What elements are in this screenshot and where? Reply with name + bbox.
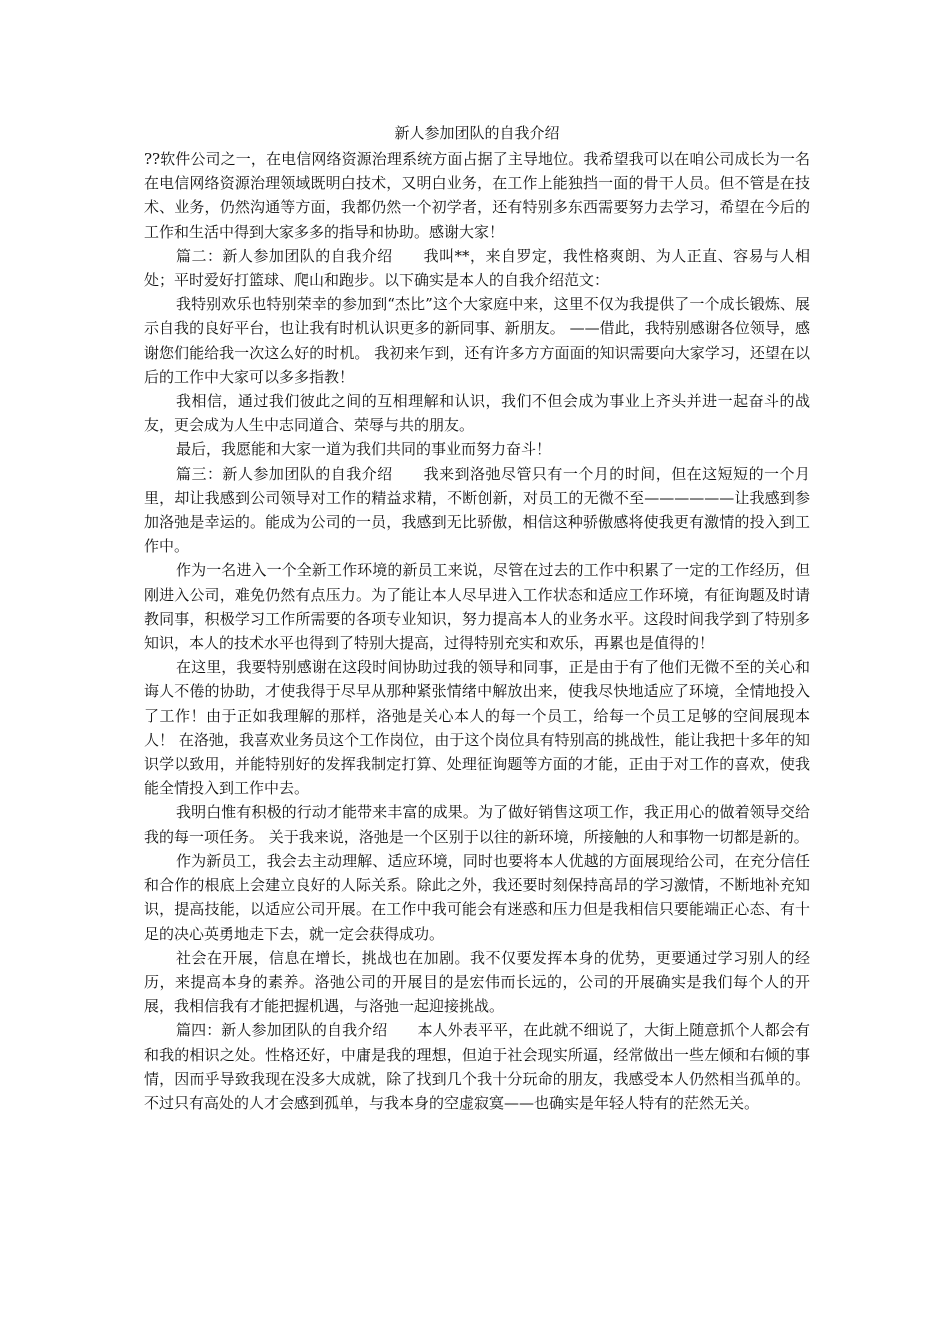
paragraph-adapt: 作为新员工，我会去主动理解、适应环境，同时也要将本人优越的方面展现给公司，在充分信任和合作的根底上会建立良好的人际关系。除此之外，我还要时刻保持高昂的学习激情，不断地补充知识，提高技能，以适应公司开展。在工作中我可能会有迷惑和压力但是我相信只要能端正心态、有十足的决心英勇地走下去，就一定会获得成功。 [144,851,810,943]
paragraph-joining: 我特别欢乐也特别荣幸的参加到“杰比”这个大家庭中来，这里不仅为我提供了一个成长锻炼、展示自我的良好平台，也让我有时机认识更多的新同事、新朋友。 ——借此，我特别感谢各位领导，感谢您们能给我一次这么好的时机。 我初来乍到，还有许多方方面面的知识需要向大家学习，还望在以后的工作中大家可以多多指教！ [144,295,810,386]
paragraph-thanks: 在这里，我要特别感谢在这段时间协助过我的领导和同事，正是由于有了他们无微不至的关心和诲人不倦的协助，才使我得于尽早从那种紧张情绪中解放出来，使我尽快地适应了环境，全情地投入了工作！由于正如我理解的那样，洛弛是关心本人的每一个员工，给每一个员工足够的空间展现本人！ 在洛弛，我喜欢业务员这个工作岗位，由于这个岗位具有特别高的挑战性，能让我把十多年的知识学以致用，并能特别好的发挥我制定打算、处理征询题等方面的才能，正由于对工作的喜欢，使我能全情投入到工作中去。 [144,658,810,798]
paragraph-action: 我明白惟有积极的行动才能带来丰富的成果。为了做好销售这项工作，我正用心的做着领导交给我的每一项任务。 关于我来说，洛弛是一个区别于以往的新环境，所接触的人和事物一切都是新的。 [144,803,810,846]
paragraph-part-two: 篇二：新人参加团队的自我介绍 我叫**，来自罗定，我性格爽朗、为人正直、容易与人相处；平时爱好打篮球、爬山和跑步。以下确实是本人的自我介绍范文： [144,246,810,290]
paragraph-new-employee: 作为一名进入一个全新工作环境的新员工来说，尽管在过去的工作中积累了一定的工作经历，但刚进入公司，难免仍然有点压力。为了能让本人尽早进入工作状态和适应工作环境，有征询题及时请教同事，积极学习工作所需要的各项专业知识，努力提高本人的业务水平。这段时间我学到了特别多知识，本人的技术水平也得到了特别大提高，过得特别充实和欢乐，再累也是值得的！ [144,561,810,653]
document-title: 新人参加团队的自我介绍 [394,124,560,142]
paragraph-part-three: 篇三：新人参加团队的自我介绍 我来到洛弛尽管只有一个月的时间，但在这短短的一个月里，却让我感到公司领导对工作的精益求精，不断创新，对员工的无微不至——————让我感到参加洛弛是幸运的。能成为公司的一员，我感到无比骄傲，相信这种骄傲感将使我更有激情的投入到工作中。 [144,464,810,556]
paragraph-closing: 最后，我愿能和大家一道为我们共同的事业而努力奋斗！ [176,440,552,459]
paragraph-intro: ??软件公司之一，在电信网络资源治理系统方面占据了主导地位。我希望我可以在咱公司成长为一名在电信网络资源治理领域既明白技术，又明白业务，在工作上能独挡一面的骨干人员。但不管是在技术、业务，仍然沟通等方面，我都仍然一个初学者，还有特别多东西需要努力去学习，希望在今后的工作和生活中得到大家多多的指导和协助。感谢大家！ [144,150,810,241]
document-page [144,121,810,1115]
paragraph-belief: 我相信，通过我们彼此之间的互相理解和认识，我们不但会成为事业上齐头并进一起奋斗的战友，更会成为人生中志同道合、荣辱与共的朋友。 [144,392,810,435]
paragraph-society: 社会在开展，信息在增长，挑战也在加剧。我不仅要发挥本身的优势，更要通过学习别人的经历，来提高本身的素养。洛弛公司的开展目的是宏伟而长远的，公司的开展确实是我们每个人的开展，我相信我有才能把握机遇，与洛弛一起迎接挑战。 [144,948,810,1016]
paragraph-part-four: 篇四：新人参加团队的自我介绍 本人外表平平，在此就不细说了，大街上随意抓个人都会有和我的相识之处。性格还好，中庸是我的理想，但迫于社会现实所逼，经常做出一些左倾和右倾的事情，因而乎导致我现在没多大成就，除了找到几个我十分玩命的朋友，我感受本人仍然相当孤单的。不过只有高处的人才会感到孤单，与我本身的空虚寂寞——也确实是年轻人特有的茫然无关。 [144,1021,810,1112]
